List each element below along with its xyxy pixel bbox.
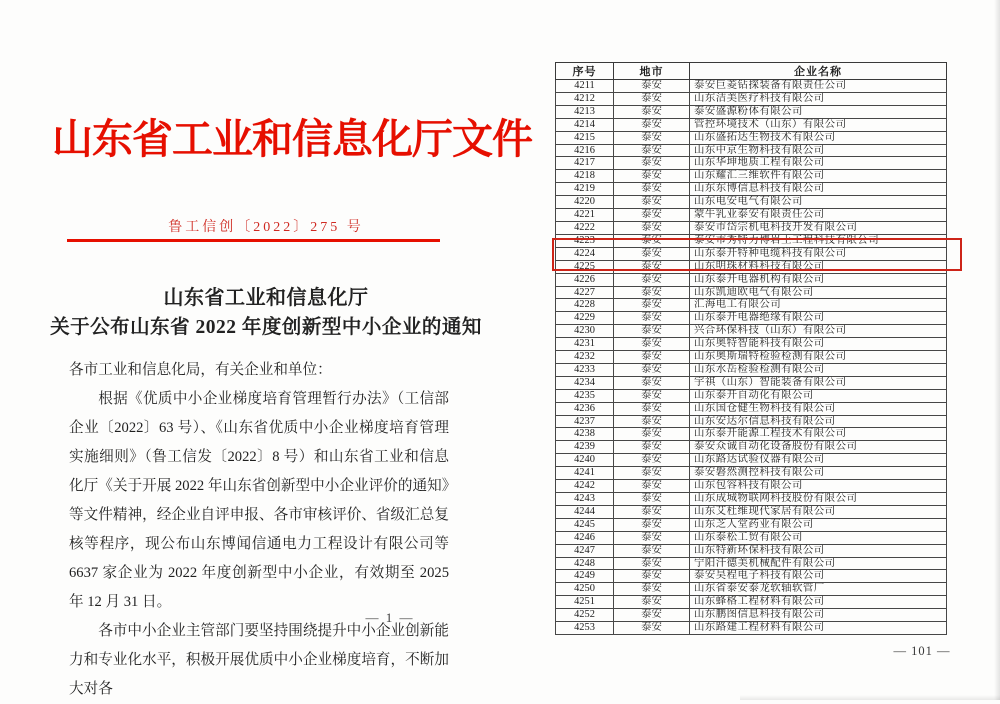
row-city: 泰安	[614, 144, 690, 157]
table-row	[556, 505, 947, 518]
row-serial: 4222	[556, 221, 614, 234]
row-city: 泰安	[614, 518, 690, 531]
row-company: 山东华坤地质工程有限公司	[690, 157, 947, 170]
row-company: 山东成城物联网科技股份有限公司	[690, 493, 947, 506]
row-company: 山东东博信息科技有限公司	[690, 183, 947, 196]
row-serial: 4248	[556, 557, 614, 570]
row-serial: 4231	[556, 338, 614, 351]
row-serial: 4219	[556, 183, 614, 196]
header-city: 地市	[614, 63, 690, 80]
row-city: 泰安	[614, 544, 690, 557]
header-company: 企业名称	[690, 63, 947, 80]
row-serial: 4218	[556, 170, 614, 183]
row-city: 泰安	[614, 286, 690, 299]
row-city: 泰安	[614, 415, 690, 428]
row-company: 泰安巨菱钻探装备有限责任公司	[690, 80, 947, 93]
row-company: 山东电安电气有限公司	[690, 196, 947, 209]
row-city: 泰安	[614, 467, 690, 480]
letter-body	[69, 356, 449, 704]
row-city: 泰安	[614, 234, 690, 247]
row-city: 泰安	[614, 260, 690, 273]
notice-title-line1: 山东省工业和信息化厅	[163, 287, 369, 309]
table-row	[556, 286, 947, 299]
row-company: 山东艾杜维现代家居有限公司	[690, 505, 947, 518]
table-row	[556, 209, 947, 222]
row-company: 山东凯迪欧电气有限公司	[690, 286, 947, 299]
row-serial: 4229	[556, 312, 614, 325]
table-row	[556, 622, 947, 635]
company-table-body	[556, 80, 947, 635]
scan-edge	[994, 0, 1000, 700]
row-company: 宁阳汗德美机械配件有限公司	[690, 557, 947, 570]
row-company: 山东国仓健生物科技有限公司	[690, 402, 947, 415]
row-serial: 4237	[556, 415, 614, 428]
row-city: 泰安	[614, 351, 690, 364]
row-city: 泰安	[614, 221, 690, 234]
letter-paragraph-1: 根据《优质中小企业梯度培育管理暂行办法》（工信部企业〔2022〕63 号）、《山东省优质中小企业梯度培育管理实施细则》（鲁工信发〔2022〕8 号）和山东省工业和信息化厅《关于开展 2022 年山东省创新型中小企业评价的通知》等文件精神，经企业自评申报、各市审核评价、省级汇总复核等程序，现公布山东博闻信通电力工程设计有限公司等 6637 家企业为 2022 年度创新型中小企业，有效期至 2025 年 12 月 31 日。	[69, 391, 449, 610]
row-serial: 4225	[556, 260, 614, 273]
row-city: 泰安	[614, 80, 690, 93]
row-company: 山东安达尔信息科技有限公司	[690, 415, 947, 428]
row-company: 山东泰开自动化有限公司	[690, 389, 947, 402]
row-serial: 4216	[556, 144, 614, 157]
table-row	[556, 467, 947, 480]
row-company: 蒙牛乳业泰安有限责任公司	[690, 209, 947, 222]
row-company: 山东奥斯瑞特检验检测有限公司	[690, 351, 947, 364]
left-page-number: — 1 —	[365, 610, 415, 625]
table-row	[556, 260, 947, 273]
row-company: 山东泰开电器绝缘有限公司	[690, 312, 947, 325]
row-company: 泰安市秀特力博岩土工程科技有限公司	[690, 234, 947, 247]
table-row	[556, 105, 947, 118]
row-company: 汇海电工有限公司	[690, 299, 947, 312]
table-row	[556, 596, 947, 609]
row-company: 山东鹏图信息科技有限公司	[690, 609, 947, 622]
row-city: 泰安	[614, 505, 690, 518]
table-row	[556, 441, 947, 454]
row-city: 泰安	[614, 493, 690, 506]
row-company: 宇祺（山东）智能装备有限公司	[690, 376, 947, 389]
row-serial: 4244	[556, 505, 614, 518]
row-city: 泰安	[614, 273, 690, 286]
row-city: 泰安	[614, 402, 690, 415]
table-row	[556, 376, 947, 389]
row-serial: 4238	[556, 428, 614, 441]
table-row	[556, 480, 947, 493]
row-city: 泰安	[614, 247, 690, 260]
row-city: 泰安	[614, 609, 690, 622]
row-company: 泰安昊程电子科技有限公司	[690, 570, 947, 583]
row-city: 泰安	[614, 570, 690, 583]
table-row	[556, 518, 947, 531]
row-company: 泰安磐然测控科技有限公司	[690, 467, 947, 480]
table-row	[556, 92, 947, 105]
row-company: 山东泰开电器机构有限公司	[690, 273, 947, 286]
row-serial: 4220	[556, 196, 614, 209]
row-company: 泰安众诚自动化设备股份有限公司	[690, 441, 947, 454]
row-serial: 4249	[556, 570, 614, 583]
table-row	[556, 196, 947, 209]
row-serial: 4252	[556, 609, 614, 622]
row-company: 山东路建工程材料有限公司	[690, 622, 947, 635]
row-company: 山东耀汇三维软件有限公司	[690, 170, 947, 183]
table-row	[556, 389, 947, 402]
table-row	[556, 544, 947, 557]
right-page-number: — 101 —	[893, 644, 951, 658]
table-row	[556, 299, 947, 312]
table-row	[556, 144, 947, 157]
row-city: 泰安	[614, 183, 690, 196]
row-city: 泰安	[614, 131, 690, 144]
table-row	[556, 609, 947, 622]
row-company: 山东泰开能源工程技术有限公司	[690, 428, 947, 441]
row-serial: 4227	[556, 286, 614, 299]
row-city: 泰安	[614, 583, 690, 596]
row-serial: 4228	[556, 299, 614, 312]
row-serial: 4212	[556, 92, 614, 105]
table-row	[556, 118, 947, 131]
row-city: 泰安	[614, 338, 690, 351]
table-row	[556, 247, 947, 260]
row-city: 泰安	[614, 170, 690, 183]
row-company: 山东中京生物科技有限公司	[690, 144, 947, 157]
row-serial: 4243	[556, 493, 614, 506]
row-company: 山东包容科技有限公司	[690, 480, 947, 493]
row-serial: 4245	[556, 518, 614, 531]
scan-edge	[740, 695, 1000, 700]
row-serial: 4215	[556, 131, 614, 144]
header-serial: 序号	[556, 63, 614, 80]
row-serial: 4223	[556, 234, 614, 247]
document-header-title: 山东省工业和信息化厅文件	[52, 116, 532, 162]
row-company: 山东洁美医疗科技有限公司	[690, 92, 947, 105]
row-serial: 4253	[556, 622, 614, 635]
row-company: 山东盛拓达生物技术有限公司	[690, 131, 947, 144]
row-serial: 4239	[556, 441, 614, 454]
row-company: 山东泰开特种电缆科技有限公司	[690, 247, 947, 260]
table-row	[556, 557, 947, 570]
table-row	[556, 531, 947, 544]
row-serial: 4246	[556, 531, 614, 544]
table-row	[556, 312, 947, 325]
table-row	[556, 363, 947, 376]
table-row	[556, 570, 947, 583]
table-row	[556, 454, 947, 467]
table-row	[556, 170, 947, 183]
row-serial: 4250	[556, 583, 614, 596]
table-row	[556, 183, 947, 196]
row-serial: 4217	[556, 157, 614, 170]
row-serial: 4226	[556, 273, 614, 286]
letter-paragraph-2: 各市中小企业主管部门要坚持围绕提升中小企业创新能力和专业化水平，积极开展优质中小企业梯度培育，不断加大对各	[69, 623, 449, 697]
row-company: 山东奥特智能科技有限公司	[690, 338, 947, 351]
letter-salutation: 各市工业和信息化局，有关企业和单位：	[69, 362, 332, 378]
table-row	[556, 221, 947, 234]
row-serial: 4221	[556, 209, 614, 222]
table-row	[556, 273, 947, 286]
row-company: 山东芝人堂药业有限公司	[690, 518, 947, 531]
table-row	[556, 583, 947, 596]
table-row	[556, 157, 947, 170]
row-city: 泰安	[614, 196, 690, 209]
row-serial: 4233	[556, 363, 614, 376]
row-city: 泰安	[614, 157, 690, 170]
row-company: 管控环境技术（山东）有限公司	[690, 118, 947, 131]
row-city: 泰安	[614, 480, 690, 493]
table-row	[556, 325, 947, 338]
notice-title-line2: 关于公布山东省 2022 年度创新型中小企业的通知	[50, 317, 482, 338]
row-city: 泰安	[614, 454, 690, 467]
company-table	[555, 62, 947, 635]
row-company: 山东水岳检验检测有限公司	[690, 363, 947, 376]
row-company: 泰安盛源粉体有限公司	[690, 105, 947, 118]
table-row	[556, 351, 947, 364]
row-serial: 4214	[556, 118, 614, 131]
table-header-row	[556, 63, 947, 80]
row-city: 泰安	[614, 389, 690, 402]
table-row	[556, 402, 947, 415]
row-serial: 4247	[556, 544, 614, 557]
row-company: 山东明珠材料科技有限公司	[690, 260, 947, 273]
row-company: 兴合环保科技（山东）有限公司	[690, 325, 947, 338]
row-city: 泰安	[614, 312, 690, 325]
row-serial: 4236	[556, 402, 614, 415]
row-city: 泰安	[614, 209, 690, 222]
row-city: 泰安	[614, 299, 690, 312]
row-serial: 4211	[556, 80, 614, 93]
row-city: 泰安	[614, 557, 690, 570]
row-company: 山东特新环保科技有限公司	[690, 544, 947, 557]
row-city: 泰安	[614, 363, 690, 376]
row-company: 山东蜂格工程材料有限公司	[690, 596, 947, 609]
row-serial: 4224	[556, 247, 614, 260]
row-serial: 4240	[556, 454, 614, 467]
row-city: 泰安	[614, 105, 690, 118]
row-city: 泰安	[614, 92, 690, 105]
row-city: 泰安	[614, 441, 690, 454]
row-serial: 4251	[556, 596, 614, 609]
row-company: 山东省泰安泰龙软轴软管厂	[690, 583, 947, 596]
row-city: 泰安	[614, 622, 690, 635]
table-row	[556, 80, 947, 93]
table-row	[556, 131, 947, 144]
row-city: 泰安	[614, 428, 690, 441]
document-number: 鲁工信创〔2022〕275 号	[168, 220, 364, 235]
row-serial: 4234	[556, 376, 614, 389]
row-company: 山东泰松工贸有限公司	[690, 531, 947, 544]
table-row	[556, 493, 947, 506]
row-serial: 4232	[556, 351, 614, 364]
row-company: 泰安市岱宗机电科技开发有限公司	[690, 221, 947, 234]
row-city: 泰安	[614, 376, 690, 389]
row-city: 泰安	[614, 596, 690, 609]
row-city: 泰安	[614, 531, 690, 544]
table-row	[556, 338, 947, 351]
row-serial: 4230	[556, 325, 614, 338]
table-row	[556, 234, 947, 247]
row-serial: 4213	[556, 105, 614, 118]
row-serial: 4242	[556, 480, 614, 493]
row-company: 山东路达试验仪器有限公司	[690, 454, 947, 467]
row-serial: 4241	[556, 467, 614, 480]
row-city: 泰安	[614, 118, 690, 131]
table-row	[556, 428, 947, 441]
row-city: 泰安	[614, 325, 690, 338]
table-row	[556, 415, 947, 428]
row-serial: 4235	[556, 389, 614, 402]
red-divider-line	[67, 239, 440, 242]
